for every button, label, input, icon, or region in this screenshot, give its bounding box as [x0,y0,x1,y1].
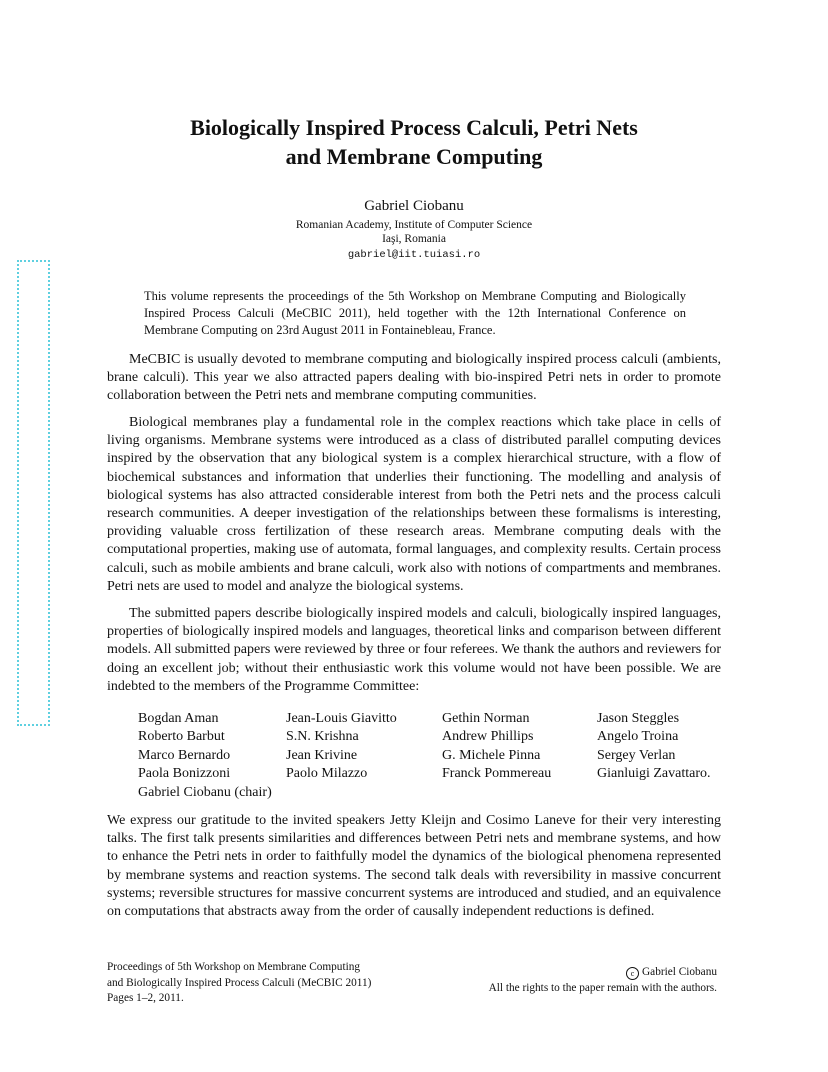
paragraph-4: We express our gratitude to the invited speakers Jetty Kleijn and Cosimo Laneve for their very interesting talks. The first talk presents similarities and differences between Petri nets and membrane systems, and how to enhance the Petri nets in order to faithfully model the dynamics of the biological phenomena represented by membrane systems and reaction systems. The second talk deals with reversibility in massive concurrent systems; reversible structures for massive concurrent systems are introduced and studied, and an equivalence on computations that abstracts away from the order of causally independent reductions is defined. [107,813,721,920]
committee-column-1 [138,710,272,802]
paper-title [100,113,728,171]
committee-column-2 [286,710,397,784]
footer-line-2: and Biologically Inspired Process Calculi (MeCBIC 2011) [107,976,372,989]
committee-member: Marco Bernardo [138,747,231,763]
committee-member: Jean-Louis Giavitto [286,711,397,726]
committee-member: Angelo Troina [597,729,679,745]
committee-member: Jason Steggles [597,711,680,726]
copyright-footer [397,965,717,996]
committee-member: G. Michele Pinna [442,747,541,763]
committee-member: Sergey Verlan [597,747,676,763]
affiliation [100,218,728,246]
copyright-holder: Gabriel Ciobanu [642,966,717,978]
copyright-line [397,965,717,981]
committee-member: Gethin Norman [442,711,530,726]
footer-line-1: Proceedings of 5th Workshop on Membrane Computing [107,961,361,973]
author-email: gabriel@iit.tuiasi.ro [347,249,481,261]
committee-member: Gabriel Ciobanu (chair) [138,784,272,800]
committee-member: Bogdan Aman [138,711,219,726]
committee-member: Roberto Barbut [138,729,225,745]
author-name: Gabriel Ciobanu [364,198,464,214]
committee-member: Paola Bonizzoni [138,766,231,782]
committee-column-3 [442,710,551,784]
paragraph-1: MeCBIC is usually devoted to membrane computing and biologically inspired process calculi (ambients, brane calculi). This year we also attracted papers dealing with bio-inspired Petri nets in order to promote collaboration between the Petri nets and membrane computing communities. [107,352,721,404]
committee-member: Paolo Milazzo [286,766,368,782]
proceedings-footer [107,960,427,1007]
copyright-icon: c [626,967,639,980]
footer-line-3: Pages 1–2, 2011. [107,992,184,1004]
committee-member: Gianluigi Zavattaro. [597,766,711,782]
margin-selection-box [17,260,50,726]
title-line-2: and Membrane Computing [285,144,543,169]
committee-member: Franck Pommereau [442,766,552,782]
committee-member: Jean Krivine [286,747,358,763]
committee-column-4 [597,710,711,784]
title-line-1: Biologically Inspired Process Calculi, Petri Nets [190,115,638,140]
paragraph-2: Biological membranes play a fundamental role in the complex reactions which take place in cells of living organisms. Membrane systems were introduced as a class of distributed parallel computing devices inspired by the observation that any biological system is a complex hierarchical structure, with a flow of biochemical substances and information that underlies their functioning. The modelling and analysis of biological systems has also attracted considerable interest from both the Petri nets and the process calculi research communities. A deeper investigation of the relationships between these formalisms is interesting, providing valuable cross fertilization of these research areas. Membrane computing deals with the computational properties, making use of automata, formal languages, and complexity results. Certain process calculi, such as mobile ambients and brane calculi, work also with notions of compartments and membranes. Petri nets are used to model and analyze the biological systems. [107,415,721,594]
abstract: This volume represents the proceedings of the 5th Workshop on Membrane Computing and Biologically Inspired Process Calculi (MeCBIC 2011), held together with the 12th International Conference on Membrane Computing on 23rd August 2011 in Fontainebleau, France. [144,289,686,337]
affiliation-location: Iaşi, Romania [382,233,446,245]
paragraph-3: The submitted papers describe biologically inspired models and calculi, biologically inspired languages, properties of biologically inspired models and languages, theoretical links and comparison between different models. All submitted papers were reviewed by three or four referees. We thank the authors and reviewers for doing an excellent job; without their enthusiastic work this volume would not have been possible. We are indebted to the members of the Programme Committee: [107,606,722,694]
affiliation-institute: Romanian Academy, Institute of Computer Science [295,219,533,231]
committee-member: Andrew Phillips [442,729,534,745]
committee-member: S.N. Krishna [286,729,359,745]
rights-notice: All the rights to the paper remain with the authors. [488,981,717,994]
